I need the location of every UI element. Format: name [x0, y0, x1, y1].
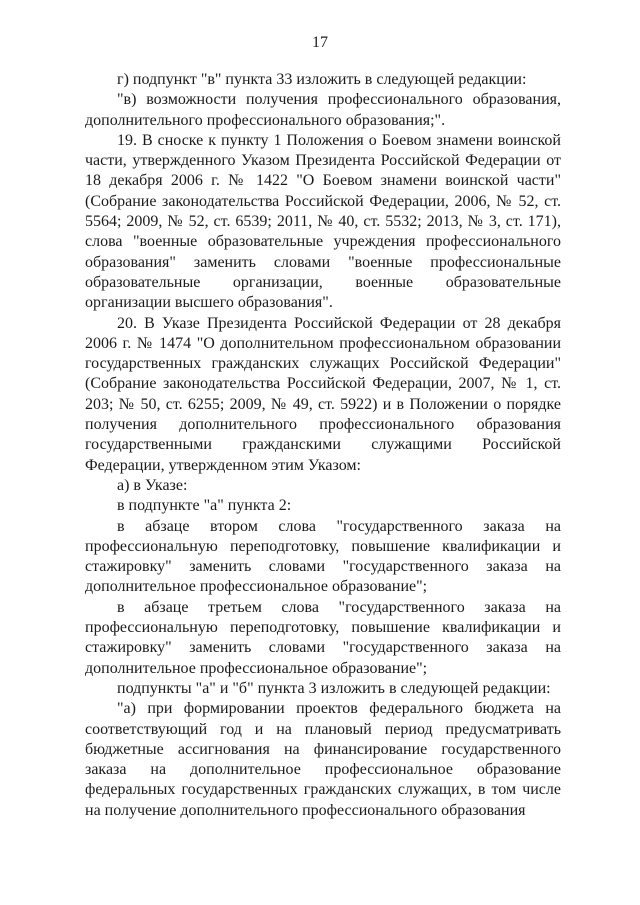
paragraph-19: 19. В сноске к пункту 1 Положения о Боевом знамени воинской части, утвержденного Указом Президента Российской Федерации от 18 декабря 2006 г. № 1422 "О Боевом знамени воинской части" (Собрание законодательства Российской Федерации, 2006, № 52, ст. 5564; 2009, № 52, ст. 6539; 2011, № 40, ст. 5532; 2013, № 3, ст. 171), слова "военные образовательные учреждения профессионального образования" заменить словами "военные профессиональные образовательные организации, военные образовательные организации высшего образования".	[85, 131, 561, 312]
paragraph-subitem-g: г) подпункт "в" пункта 33 изложить в следующей редакции:	[117, 71, 527, 88]
paragraph-third-indent: в абзаце третьем слова "государственного заказа на профессиональную переподготовку, повышение квалификации и стажировку" заменить словами "государственного заказа на дополнительное профессиональное образование";	[85, 598, 561, 677]
paragraph-20: 20. В Указе Президента Российской Федерации от 28 декабря 2006 г. № 1474 "О дополнительном профессиональном образовании государственных гражданских служащих Российской Федерации" (Собрание законодательства Российской Федерации, 2007, № 1, ст. 203; № 50, ст. 6255; 2009, № 49, ст. 5922) и в Положении о порядке получения дополнительного профессионального образования государственными гражданскими служащими Российской Федерации, утвержденном этим Указом:	[85, 314, 561, 474]
paragraph-second-indent: в абзаце втором слова "государственного заказа на профессиональную переподготовку, повышение квалификации и стажировку" заменить словами "государственного заказа на дополнительное профессиональное образование";	[85, 517, 561, 596]
paragraph-subitem-a: а) в Указе:	[117, 476, 188, 494]
paragraph-subpoint-a-point-2: в подпункте "а" пункта 2:	[117, 497, 292, 515]
document-body	[85, 70, 561, 821]
page-number: 17	[312, 34, 328, 51]
paragraph-quoted-a: "а) при формировании проектов федерального бюджета на соответствующий год и на плановый период предусматривать бюджетные ассигнования на финансирование государственного заказа на дополнительное профессиональное образование федеральных государственных гражданских служащих, в том числе на получение дополнительного профессионального образования	[85, 700, 561, 819]
paragraph-quoted-v: "в) возможности получения профессионального образования, дополнительного профессионального образования;".	[85, 91, 561, 129]
paragraph-subpoints-a-b: подпункты "а" и "б" пункта 3 изложить в следующей редакции:	[117, 679, 551, 697]
